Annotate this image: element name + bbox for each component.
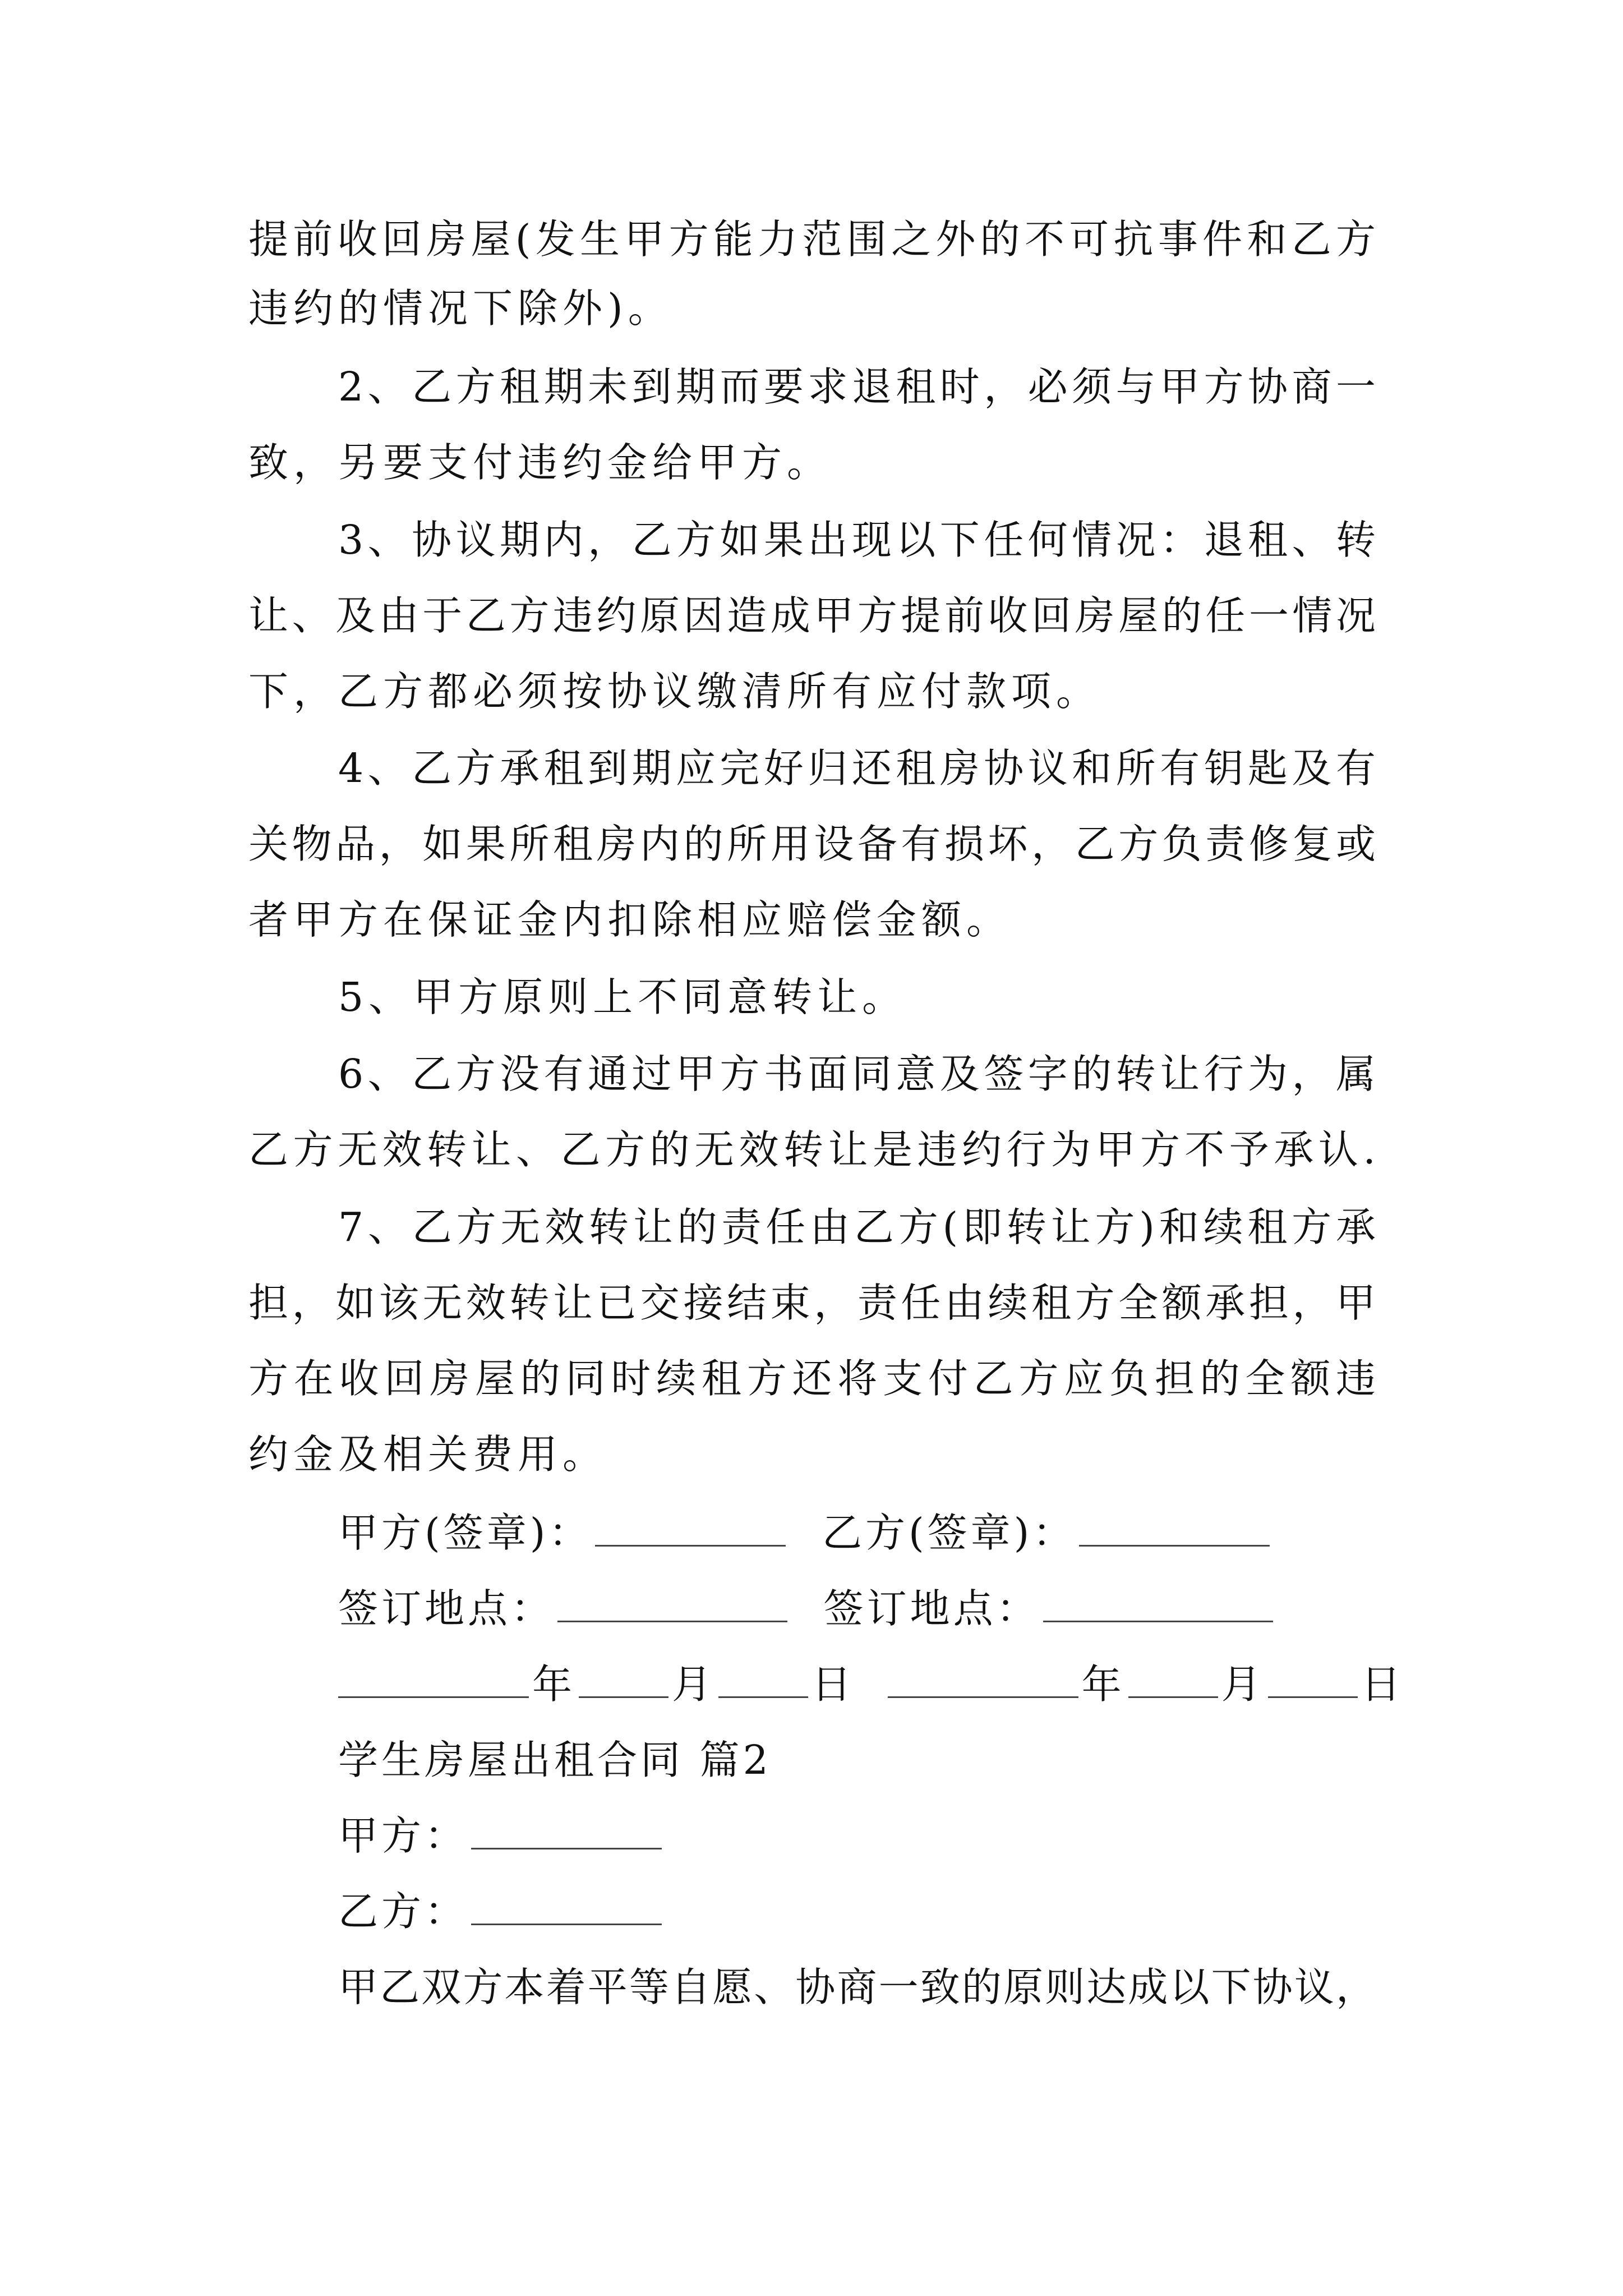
- year-b-label: 年: [1081, 1661, 1125, 1708]
- place-a-blank[interactable]: [557, 1587, 787, 1622]
- clause-5-line: 5、甲方原则上不同意转让。: [338, 974, 907, 1020]
- day-b-label: 日: [1361, 1661, 1404, 1708]
- paragraph-line: 者甲方在保证金内扣除相应赔偿金额。: [248, 896, 1012, 943]
- party-b-sign-blank[interactable]: [1079, 1511, 1270, 1547]
- section-2-party-b-label: 乙方：: [338, 1888, 468, 1935]
- paragraph-line: 方在收回房屋的同时续租方还将支付乙方应负担的全额违: [248, 1355, 1376, 1402]
- paragraph-line: 违约的情况下除外)。: [248, 285, 673, 332]
- year-a-blank[interactable]: [338, 1663, 529, 1698]
- month-b-blank[interactable]: [1128, 1663, 1218, 1698]
- place-b-label: 签订地点：: [823, 1585, 1040, 1632]
- signature-row: [338, 1508, 1273, 1558]
- year-b-blank[interactable]: [888, 1663, 1078, 1698]
- section-2-party-a-row: [338, 1811, 665, 1861]
- party-a-sign-blank[interactable]: [595, 1511, 786, 1547]
- party-a-sign-label: 甲方(签章)：: [338, 1510, 592, 1556]
- clause-2-line: 2、乙方租期未到期而要求退租时，必须与甲方协商一: [338, 364, 1376, 410]
- place-row: [338, 1584, 1276, 1634]
- paragraph-line: 担，如该无效转让已交接结束，责任由续租方全额承担，甲: [248, 1280, 1376, 1326]
- day-a-blank[interactable]: [718, 1663, 808, 1698]
- paragraph-line: 乙方无效转让、乙方的无效转让是违约行为甲方不予承认.: [248, 1126, 1376, 1173]
- clause-3-line: 3、协议期内，乙方如果出现以下任何情况：退租、转: [338, 517, 1376, 563]
- section-2-title: 学生房屋出租合同 篇2: [338, 1737, 772, 1783]
- day-a-label: 日: [811, 1661, 855, 1708]
- date-row: [338, 1659, 1404, 1710]
- paragraph-line: 致，另要支付违约金给甲方。: [248, 439, 832, 486]
- clause-4-line: 4、乙方承租到期应完好归还租房协议和所有钥匙及有: [338, 745, 1376, 792]
- section-2-party-b-blank[interactable]: [471, 1890, 662, 1925]
- place-b-blank[interactable]: [1043, 1587, 1273, 1622]
- year-a-label: 年: [532, 1661, 576, 1708]
- place-a-label: 签订地点：: [338, 1585, 555, 1632]
- clause-6-line: 6、乙方没有通过甲方书面同意及签字的转让行为，属: [338, 1051, 1376, 1097]
- paragraph-line: 让、及由于乙方违约原因造成甲方提前收回房屋的任一情况: [248, 592, 1376, 639]
- month-a-blank[interactable]: [579, 1663, 668, 1698]
- section-2-party-b-row: [338, 1887, 665, 1937]
- day-b-blank[interactable]: [1268, 1663, 1358, 1698]
- clause-7-line: 7、乙方无效转让的责任由乙方(即转让方)和续租方承: [338, 1204, 1376, 1250]
- paragraph-line: 关物品，如果所租房内的所用设备有损坏，乙方负责修复或: [248, 821, 1376, 867]
- section-2-intro: 甲乙双方本着平等自愿、协商一致的原则达成以下协议，: [338, 1964, 1376, 2010]
- paragraph-line: 约金及相关费用。: [248, 1431, 608, 1478]
- paragraph-line: 下，乙方都必须按协议缴清所有应付款项。: [248, 668, 1101, 715]
- month-b-label: 月: [1221, 1661, 1265, 1708]
- section-2-party-a-label: 甲方：: [338, 1812, 468, 1859]
- section-2-party-a-blank[interactable]: [471, 1814, 662, 1849]
- party-b-sign-label: 乙方(签章)：: [822, 1510, 1076, 1556]
- month-a-label: 月: [672, 1661, 716, 1708]
- paragraph-line: 提前收回房屋(发生甲方能力范围之外的不可抗事件和乙方: [248, 216, 1376, 263]
